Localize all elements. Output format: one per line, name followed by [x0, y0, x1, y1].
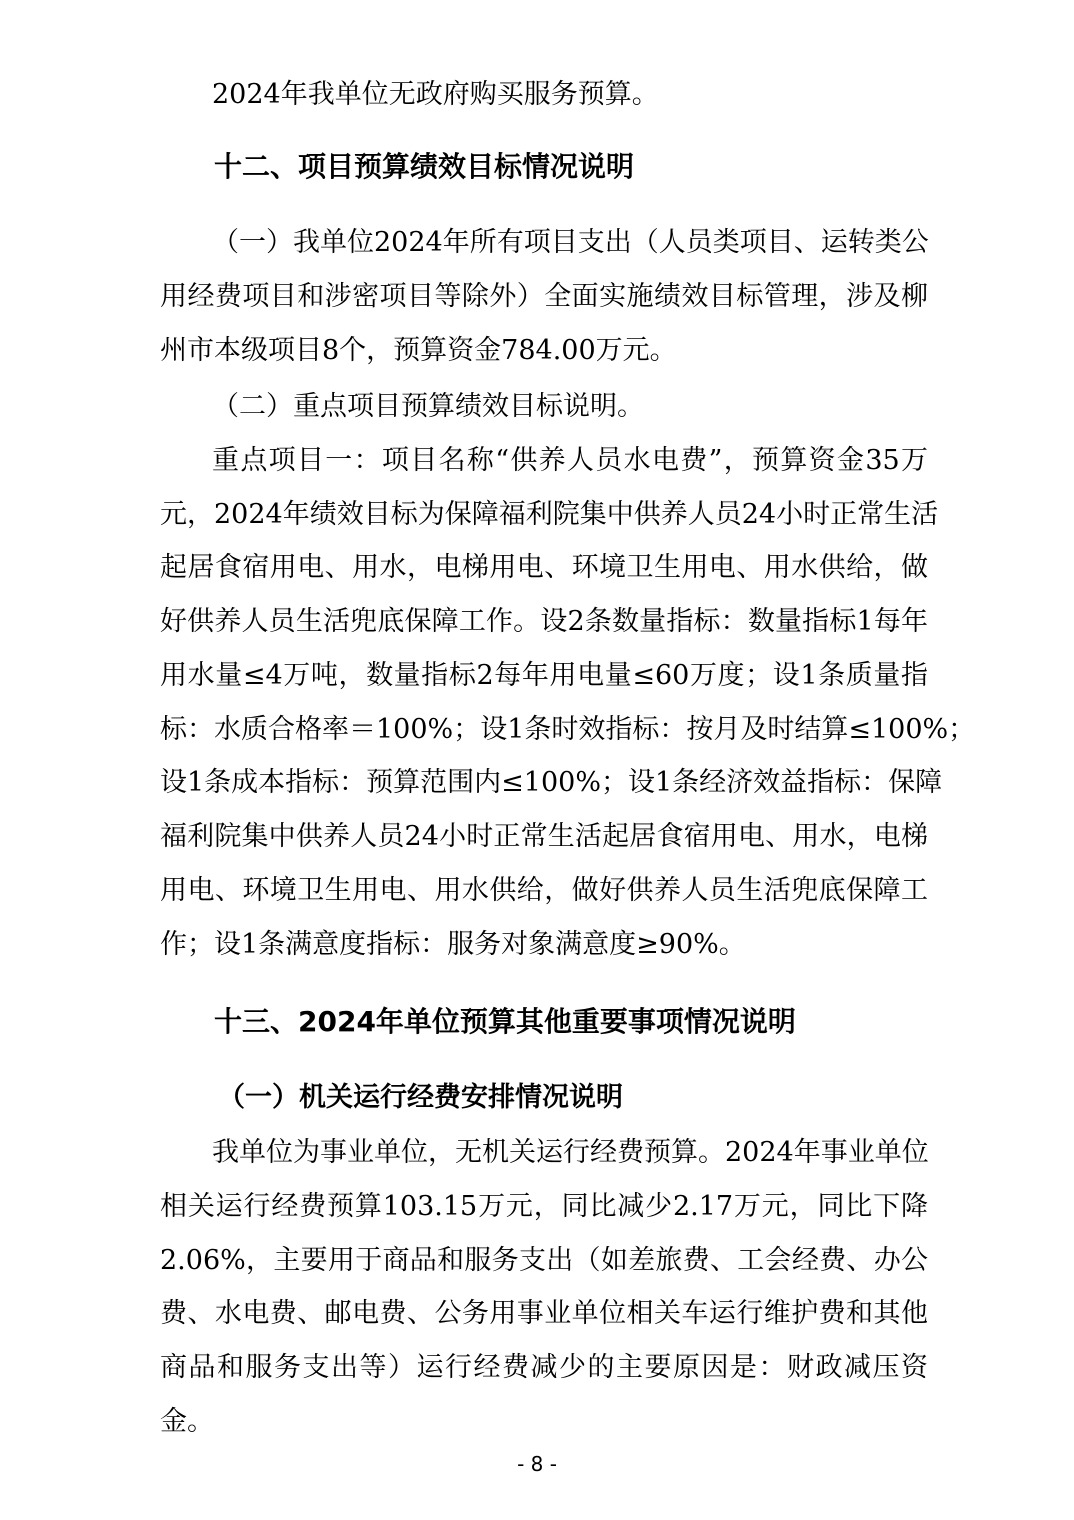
section-13-para-line: 商品和服务支出等）运行经费减少的主要原因是：财政减压资: [160, 1352, 928, 1383]
section-12-para3-line: 福利院集中供养人员24小时正常生活起居食宿用电、用水，电梯: [160, 821, 928, 852]
section-12-para3-line: 设1条成本指标：预算范围内≤100%；设1条经济效益指标：保障: [160, 767, 943, 798]
section-12-para3-line: 用电、环境卫生用电、用水供给，做好供养人员生活兜底保障工: [160, 875, 928, 906]
section-12-para3-line: 用水量≤4万吨，数量指标2每年用电量≤60万度；设1条质量指: [160, 660, 928, 691]
section-12-para3-line: 起居食宿用电、用水，电梯用电、环境卫生用电、用水供给，做: [160, 552, 928, 583]
section-12-para3-line: 重点项目一：项目名称“供养人员水电费”，预算资金35万: [212, 445, 928, 476]
section-13-para-line: 费、水电费、邮电费、公务用事业单位相关车运行维护费和其他: [160, 1298, 928, 1329]
section-12-para3-line: 标：水质合格率＝100%；设1条时效指标：按月及时结算≤100%；: [160, 714, 976, 745]
section-13-heading: 十三、2024年单位预算其他重要事项情况说明: [214, 1005, 796, 1038]
section-13-para-line: 相关运行经费预算103.15万元，同比减少2.17万元，同比下降: [160, 1191, 928, 1222]
section-12-para1-line: （一）我单位2024年所有项目支出（人员类项目、运转类公: [212, 227, 929, 258]
section-13-para-line: 金。: [160, 1406, 214, 1437]
section-12-para3-line: 作；设1条满意度指标：服务对象满意度≥90%。: [160, 929, 746, 960]
section-12-para1-line: 用经费项目和涉密项目等除外）全面实施绩效目标管理，涉及柳: [160, 281, 928, 312]
section-13-para-line: 我单位为事业单位，无机关运行经费预算。2024年事业单位: [212, 1137, 929, 1168]
section-12-para3-line: 元，2024年绩效目标为保障福利院集中供养人员24小时正常生活: [160, 499, 939, 530]
page-number: - 8 -: [517, 1452, 557, 1476]
section-13-para-line: 2.06%，主要用于商品和服务支出（如差旅费、工会经费、办公: [160, 1245, 928, 1276]
section-12-heading: 十二、项目预算绩效目标情况说明: [214, 150, 635, 183]
intro-line: 2024年我单位无政府购买服务预算。: [212, 79, 659, 110]
section-13-subheading: （一）机关运行经费安排情况说明: [218, 1082, 623, 1113]
section-12-para3-line: 好供养人员生活兜底保障工作。设2条数量指标：数量指标1每年: [160, 606, 928, 637]
section-12-para1-line: 州市本级项目8个，预算资金784.00万元。: [160, 335, 677, 366]
section-12-para2: （二）重点项目预算绩效目标说明。: [212, 391, 644, 422]
